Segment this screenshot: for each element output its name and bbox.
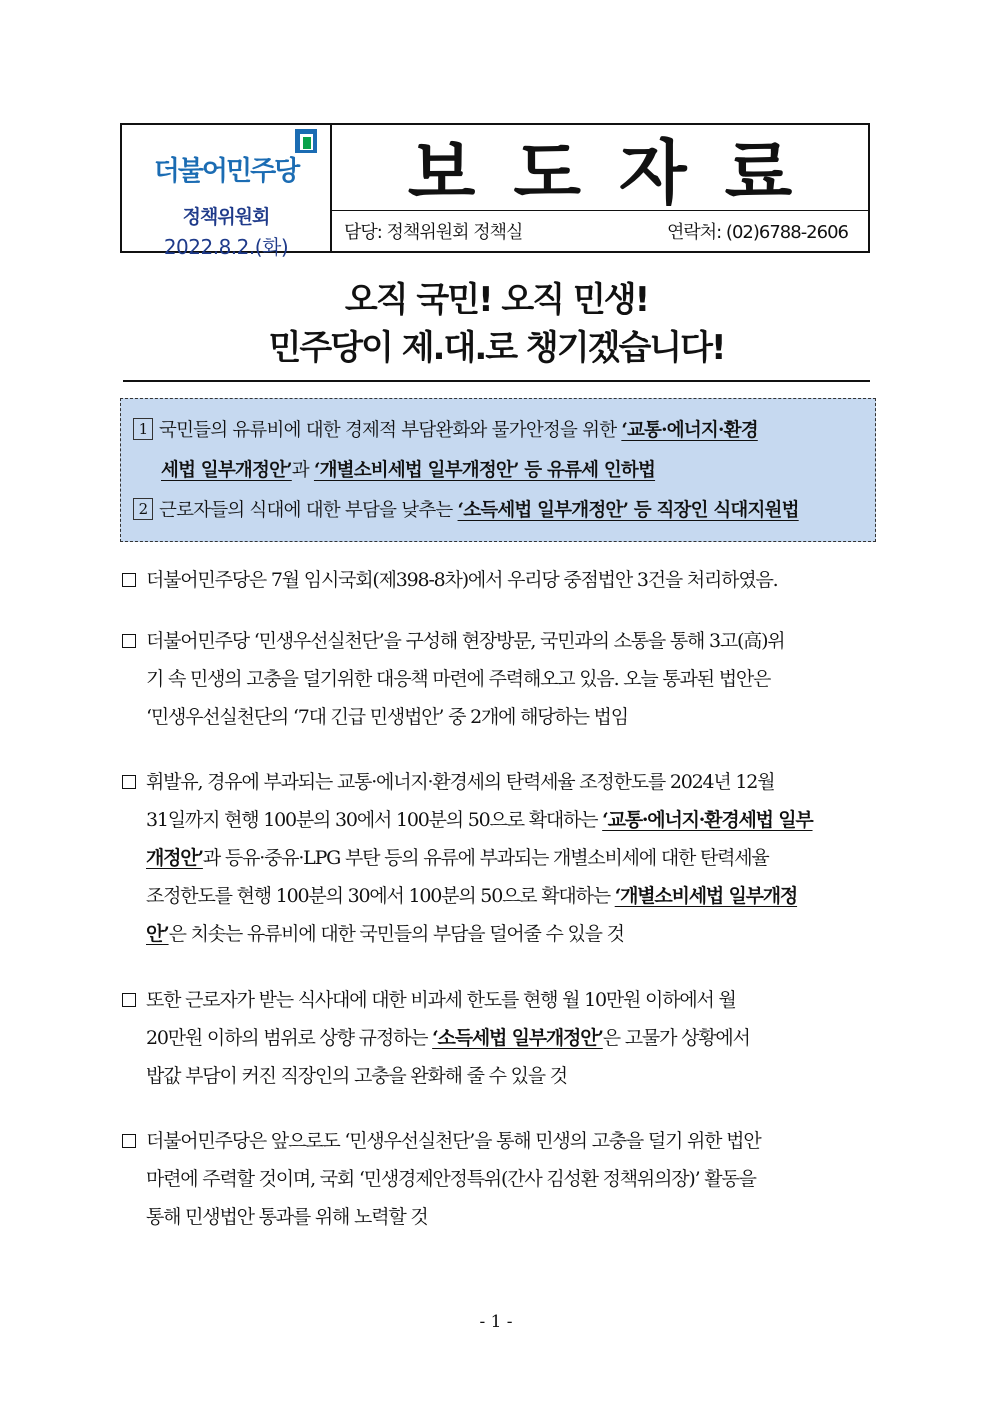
headline-line-2: 민주당이 제.대.로 챙기겠습니다! <box>268 328 725 368</box>
summary-number-box: 1 <box>133 418 153 440</box>
bullet-text: 조정한도를 현행 100분의 30에서 100분의 50으로 확대하는 <box>146 885 615 907</box>
bullet-law-name: 안’ <box>146 923 169 945</box>
checkbox-bullet-icon <box>122 573 136 587</box>
headline <box>123 276 870 372</box>
bullet-text: 더불어민주당 ‘민생우선실천단’을 구성해 현장방문, 국민과의 소통을 통해 3고(高)위 <box>146 630 785 652</box>
bullet-paragraph-1 <box>122 561 882 599</box>
party-logo-cell <box>122 125 332 259</box>
party-logo-text: 더불어민주당 <box>153 156 299 187</box>
bullet-text: 더불어민주당은 앞으로도 ‘민생우선실천단’을 통해 민생의 고충을 덜기 위한 법안 <box>146 1130 761 1152</box>
summary-item-continued <box>133 451 869 491</box>
summary-law-name: ‘소득세법 일부개정안’ 등 직장인 식대지원법 <box>457 500 799 521</box>
summary-law-name: 세법 일부개정안’ <box>161 460 292 481</box>
bullet-law-name: ‘개별소비세법 일부개정 <box>614 885 798 907</box>
summary-text: 국민들의 유류비에 대한 경제적 부담완화와 물가안정을 위한 <box>159 420 622 441</box>
headline-divider <box>123 380 870 382</box>
checkbox-bullet-icon <box>122 634 136 648</box>
bullet-text: 31일까지 현행 100분의 30에서 100분의 50으로 확대하는 <box>146 809 603 831</box>
summary-item <box>133 411 869 451</box>
summary-item <box>133 491 869 531</box>
contact-department: 담당: 정책위원회 정책실 <box>344 222 523 243</box>
bullet-law-name: ‘교통·에너지·환경세법 일부 <box>602 809 813 831</box>
bullet-text: 과 등유·중유·LPG 부탄 등의 유류에 부과되는 개별소비세에 대한 탄력세율 <box>202 847 769 869</box>
bullet-paragraph-5 <box>122 1122 882 1236</box>
bullet-text: 은 고물가 상황에서 <box>602 1027 750 1049</box>
checkbox-bullet-icon <box>122 993 136 1007</box>
bullet-text: 휘발유, 경유에 부과되는 교통·에너지·환경세의 탄력세율 조정한도를 2024년 12월 <box>146 771 775 793</box>
headline-line-1: 오직 국민! 오직 민생! <box>344 280 649 320</box>
committee-name: 정책위원회 <box>182 206 270 228</box>
bullet-text: 마련에 주력할 것이며, 국회 ‘민생경제안정특위(간사 김성환 정책위의장)’ 활동을 <box>146 1168 756 1190</box>
bullet-text: 밥값 부담이 커진 직장인의 고충을 완화해 줄 수 있을 것 <box>146 1065 567 1087</box>
bullet-text: 기 속 민생의 고충을 덜기위한 대응책 마련에 주력해오고 있음. 오늘 통과된 법안은 <box>146 668 771 690</box>
contact-row <box>332 211 868 251</box>
release-date: 2022.8.2.(화) <box>163 235 289 259</box>
bullet-paragraph-4 <box>122 981 882 1095</box>
party-logo-icon <box>292 127 322 157</box>
bullet-law-name: ‘소득세법 일부개정안’ <box>432 1027 603 1049</box>
summary-number-box: 2 <box>133 498 153 520</box>
contact-phone: 연락처: (02)6788-2606 <box>666 222 848 243</box>
press-release-title: 보도자료 <box>332 125 868 211</box>
press-header <box>120 123 870 259</box>
bullet-text: 통해 민생법안 통과를 위해 노력할 것 <box>146 1206 428 1228</box>
summary-text: 근로자들의 식대에 대한 부담을 낮추는 <box>159 500 458 521</box>
summary-text: 과 <box>291 460 314 481</box>
title-cell <box>332 125 868 251</box>
page-number: - 1 - <box>479 1312 513 1332</box>
bullet-text: 또한 근로자가 받는 식사대에 대한 비과세 한도를 현행 월 10만원 이하에서 월 <box>146 989 736 1011</box>
bullet-text: 더불어민주당은 7월 임시국회(제398-8차)에서 우리당 중점법안 3건을 처리하였음. <box>146 569 778 591</box>
bullet-text: ‘민생우선실천단의 ‘7대 긴급 민생법안’ 중 2개에 해당하는 법임 <box>146 706 628 728</box>
bullet-law-name: 개정안’ <box>146 847 203 869</box>
summary-box <box>120 398 876 542</box>
summary-law-name: ‘교통·에너지·환경 <box>621 420 758 441</box>
summary-law-name: ‘개별소비세법 일부개정안’ 등 유류세 인하법 <box>313 460 656 481</box>
bullet-paragraph-3 <box>122 763 882 953</box>
bullet-paragraph-2 <box>122 622 882 736</box>
bullet-text: 20만원 이하의 범위로 상향 규정하는 <box>146 1027 433 1049</box>
bullet-text: 은 치솟는 유류비에 대한 국민들의 부담을 덜어줄 수 있을 것 <box>168 923 624 945</box>
checkbox-bullet-icon <box>122 775 136 789</box>
checkbox-bullet-icon <box>122 1134 136 1148</box>
